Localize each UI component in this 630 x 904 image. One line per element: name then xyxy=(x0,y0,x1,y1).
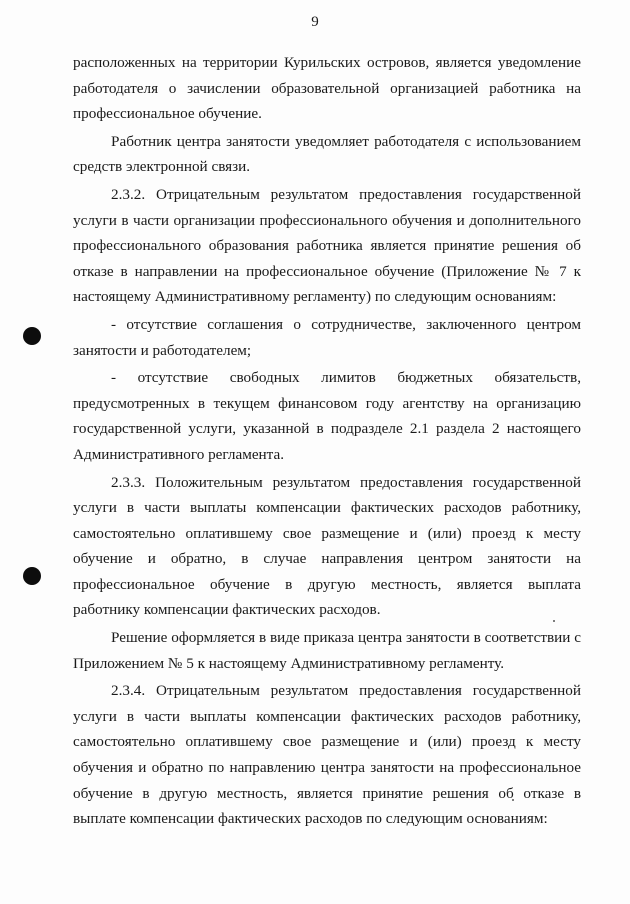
punch-hole-mark xyxy=(23,567,41,585)
page-number: 9 xyxy=(311,14,319,30)
paragraph: Решение оформляется в виде приказа центра занятости в соответствии с Приложением № 5 к настоящему Административному регламенту. xyxy=(73,629,581,672)
paragraph: 2.3.2. Отрицательным результатом предоставления государственной услуги в части организации профессионального обучения и дополнительного профессионального образования работника является принятие решения об отказе в направлении на профессиональное обучение (Приложение № 7 к настоящему Административному регламенту) по следующим основаниям: xyxy=(73,185,581,306)
list-item: - отсутствие свободных лимитов бюджетных обязательств, предусмотренных в текущем финансовом году агентству на организацию государственной услуги, указанной в подразделе 2.1 раздела 2 настоящего Административного регламента. xyxy=(73,369,581,463)
paragraph: Работник центра занятости уведомляет работодателя с использованием средств электронной связи. xyxy=(73,132,581,176)
list-item: - отсутствие соглашения о сотрудничестве, заключенного центром занятости и работодателем; xyxy=(73,315,581,359)
paragraph: 2.3.3. Положительным результатом предоставления государственной услуги в части выплаты компенсации фактических расходов работнику, самостоятельно оплатившему свое размещение и (или) проезд к месту обучение и обратно, в случае направления центром занятости на профессиональное обучение в другую местность, является выплата работнику компенсации фактических расходов. xyxy=(73,473,581,619)
punch-hole-mark xyxy=(23,327,41,345)
paragraph: расположенных на территории Курильских островов, является уведомление работодателя о зачислении образовательной организацией работника на профессиональное обучение. xyxy=(73,54,581,123)
document-body xyxy=(73,50,581,832)
paragraph: 2.3.4. Отрицательным результатом предоставления государственной услуги в части выплаты компенсации фактических расходов работнику, самостоятельно оплатившему свое размещение и (или) проезд к месту обучения и обратно по направлению центра занятости на профессиональное обучение в другую местность, является принятие решения об отказе в выплате компенсации фактических расходов по следующим основаниям: xyxy=(73,682,581,828)
